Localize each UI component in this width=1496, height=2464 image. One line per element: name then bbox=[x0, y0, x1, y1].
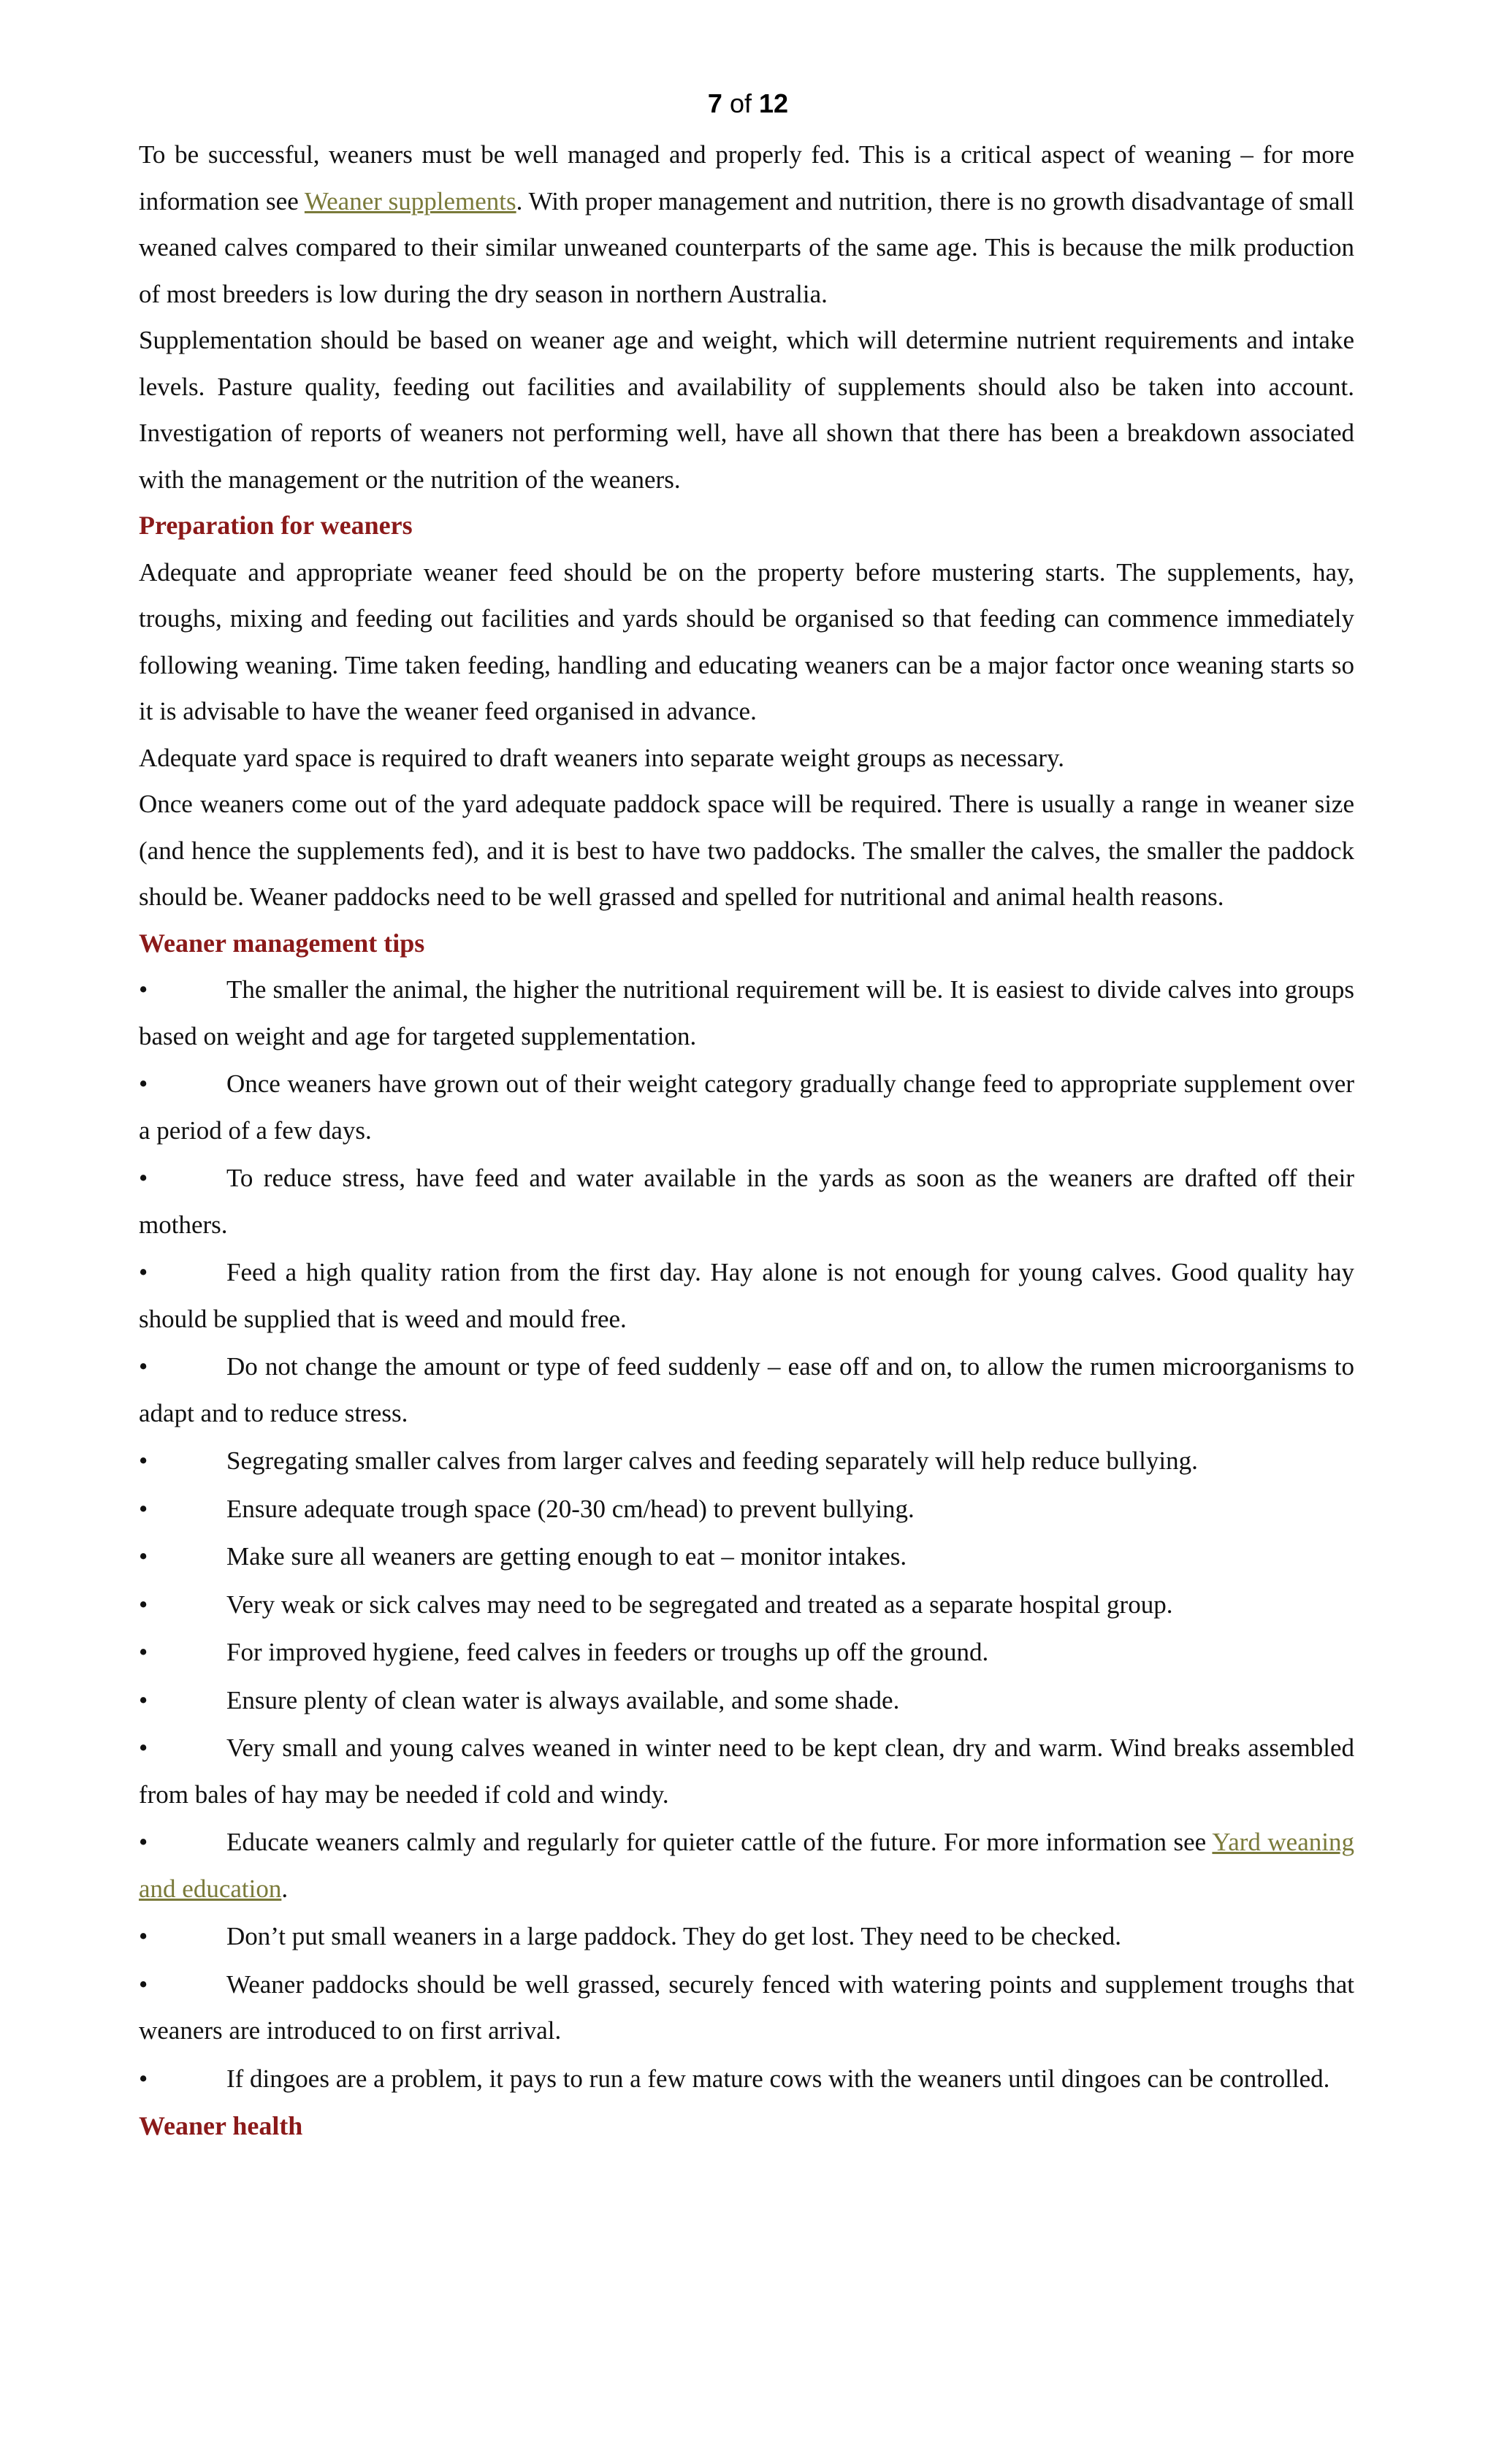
tip-text: Once weaners have grown out of their weight category gradually change feed to appropriate supplement over a period of a few days. bbox=[139, 1069, 1354, 1145]
tip-item bbox=[139, 1438, 1354, 1484]
tip-text: Ensure adequate trough space (20-30 cm/head) to prevent bullying. bbox=[226, 1494, 915, 1523]
tip-text: For improved hygiene, feed calves in feeders or troughs up off the ground. bbox=[226, 1638, 989, 1666]
tip-text-end: . bbox=[281, 1874, 289, 1903]
tip-item bbox=[139, 2056, 1354, 2102]
tip-text: Segregating smaller calves from larger calves and feeding separately will help reduce bullying. bbox=[226, 1446, 1198, 1475]
bullet-icon: • bbox=[139, 1352, 148, 1381]
tip-text: Make sure all weaners are getting enough to eat – monitor intakes. bbox=[226, 1542, 907, 1571]
tip-item bbox=[139, 1677, 1354, 1724]
tip-item bbox=[139, 1913, 1354, 1960]
bullet-icon: • bbox=[139, 1590, 148, 1619]
intro-paragraph-2: Supplementation should be based on weaner age and weight, which will determine nutrient requirements and intake levels. Pasture quality, feeding out facilities and availability of supplements should also be taken into account. Investigation of reports of weaners not performing well, have all shown that there has been a breakdown associated with the management or the nutrition of the weaners. bbox=[139, 326, 1354, 494]
intro-text-end: . With proper management and nutrition, there is no growth disadvantage of small weaned calves compared to their similar unweaned counterparts of the same age. This is because the milk production of most breeders is low during the dry season in northern Australia. bbox=[139, 186, 1354, 308]
bullet-icon: • bbox=[139, 1733, 148, 1762]
bullet-icon: • bbox=[139, 1828, 148, 1856]
tip-text: Very small and young calves weaned in winter need to be kept clean, dry and warm. Wind breaks assembled from bales of hay may be needed if cold and windy. bbox=[139, 1733, 1354, 1809]
tip-item bbox=[139, 1061, 1354, 1153]
page-of: of bbox=[729, 88, 752, 118]
management-tips-heading: Weaner management tips bbox=[139, 928, 425, 958]
intro-text-start: To be successful, weaners must be well managed and properly fed. This is a critical aspect of weaning – for more information see bbox=[139, 140, 1354, 215]
tip-text: The smaller the animal, the higher the nutritional requirement will be. It is easiest to divide calves into groups based on weight and age for targeted supplementation. bbox=[139, 975, 1354, 1050]
bullet-icon: • bbox=[139, 1969, 148, 1999]
tip-item bbox=[139, 966, 1354, 1059]
tip-text: Educate weaners calmly and regularly for quieter cattle of the future. For more information see bbox=[226, 1828, 1213, 1856]
tip-text: Don’t put small weaners in a large paddock. They do get lost. They need to be checked. bbox=[226, 1922, 1121, 1950]
bullet-icon: • bbox=[139, 1446, 148, 1475]
bullet-icon: • bbox=[139, 2064, 148, 2093]
tip-item bbox=[139, 1629, 1354, 1676]
bullet-icon: • bbox=[139, 1164, 148, 1192]
tip-item bbox=[139, 1155, 1354, 1248]
bullet-icon: • bbox=[139, 1638, 148, 1666]
preparation-paragraph-3: Once weaners come out of the yard adequate paddock space will be required. There is usually a range in weaner size (and hence the supplements fed), and it is best to have two paddocks. The smaller the calves, the smaller the paddock should be. Weaner paddocks need to be well grassed and spelled for nutritional and animal health reasons. bbox=[139, 790, 1354, 911]
tip-item bbox=[139, 1819, 1354, 1912]
tip-item bbox=[139, 1582, 1354, 1628]
weaner-supplements-link[interactable]: Weaner supplements bbox=[304, 186, 516, 215]
management-tips-list bbox=[139, 966, 1354, 2102]
bullet-icon: • bbox=[139, 1685, 148, 1714]
bullet-icon: • bbox=[139, 1069, 148, 1098]
tip-item bbox=[139, 1961, 1354, 2054]
tip-text: Very weak or sick calves may need to be segregated and treated as a separate hospital group. bbox=[226, 1590, 1173, 1619]
tip-text: Ensure plenty of clean water is always available, and some shade. bbox=[226, 1685, 900, 1714]
tip-text: To reduce stress, have feed and water available in the yards as soon as the weaners are drafted off their mothers. bbox=[139, 1164, 1354, 1239]
tip-text: Feed a high quality ration from the first day. Hay alone is not enough for young calves. Good quality hay should be supplied that is weed and mould free. bbox=[139, 1258, 1354, 1333]
preparation-heading: Preparation for weaners bbox=[139, 511, 413, 540]
bullet-icon: • bbox=[139, 975, 148, 1004]
tip-text: If dingoes are a problem, it pays to run a few mature cows with the weaners until dingoes can be controlled. bbox=[226, 2064, 1330, 2093]
preparation-paragraph-2: Adequate yard space is required to draft weaners into separate weight groups as necessary. bbox=[139, 743, 1064, 772]
preparation-paragraph-1: Adequate and appropriate weaner feed should be on the property before mustering starts. The supplements, hay, troughs, mixing and feeding out facilities and yards should be organised so that feeding can commence immediately following weaning. Time taken feeding, handling and educating weaners can be a major factor once weaning starts so it is advisable to have the weaner feed organised in advance. bbox=[139, 557, 1354, 725]
tip-text: Do not change the amount or type of feed suddenly – ease off and on, to allow the rumen microorganisms to adapt and to reduce stress. bbox=[139, 1352, 1354, 1427]
tip-text: Weaner paddocks should be well grassed, securely fenced with watering points and supplement troughs that weaners are introduced to on first arrival. bbox=[139, 1969, 1354, 2045]
intro-paragraph-1 bbox=[139, 131, 1354, 317]
tip-item bbox=[139, 1343, 1354, 1436]
page-total: 12 bbox=[759, 88, 789, 118]
bullet-icon: • bbox=[139, 1494, 148, 1523]
weaner-health-heading: Weaner health bbox=[139, 2111, 303, 2140]
page-current: 7 bbox=[707, 88, 722, 118]
tip-item bbox=[139, 1533, 1354, 1580]
document-body bbox=[139, 131, 1354, 2150]
tip-item bbox=[139, 1249, 1354, 1342]
page-number bbox=[0, 86, 1496, 121]
tip-item bbox=[139, 1486, 1354, 1533]
bullet-icon: • bbox=[139, 1922, 148, 1950]
bullet-icon: • bbox=[139, 1258, 148, 1286]
bullet-icon: • bbox=[139, 1542, 148, 1571]
tip-item bbox=[139, 1725, 1354, 1818]
yard-weaning-education-link[interactable]: Yard weaning and education bbox=[139, 1828, 1354, 1903]
